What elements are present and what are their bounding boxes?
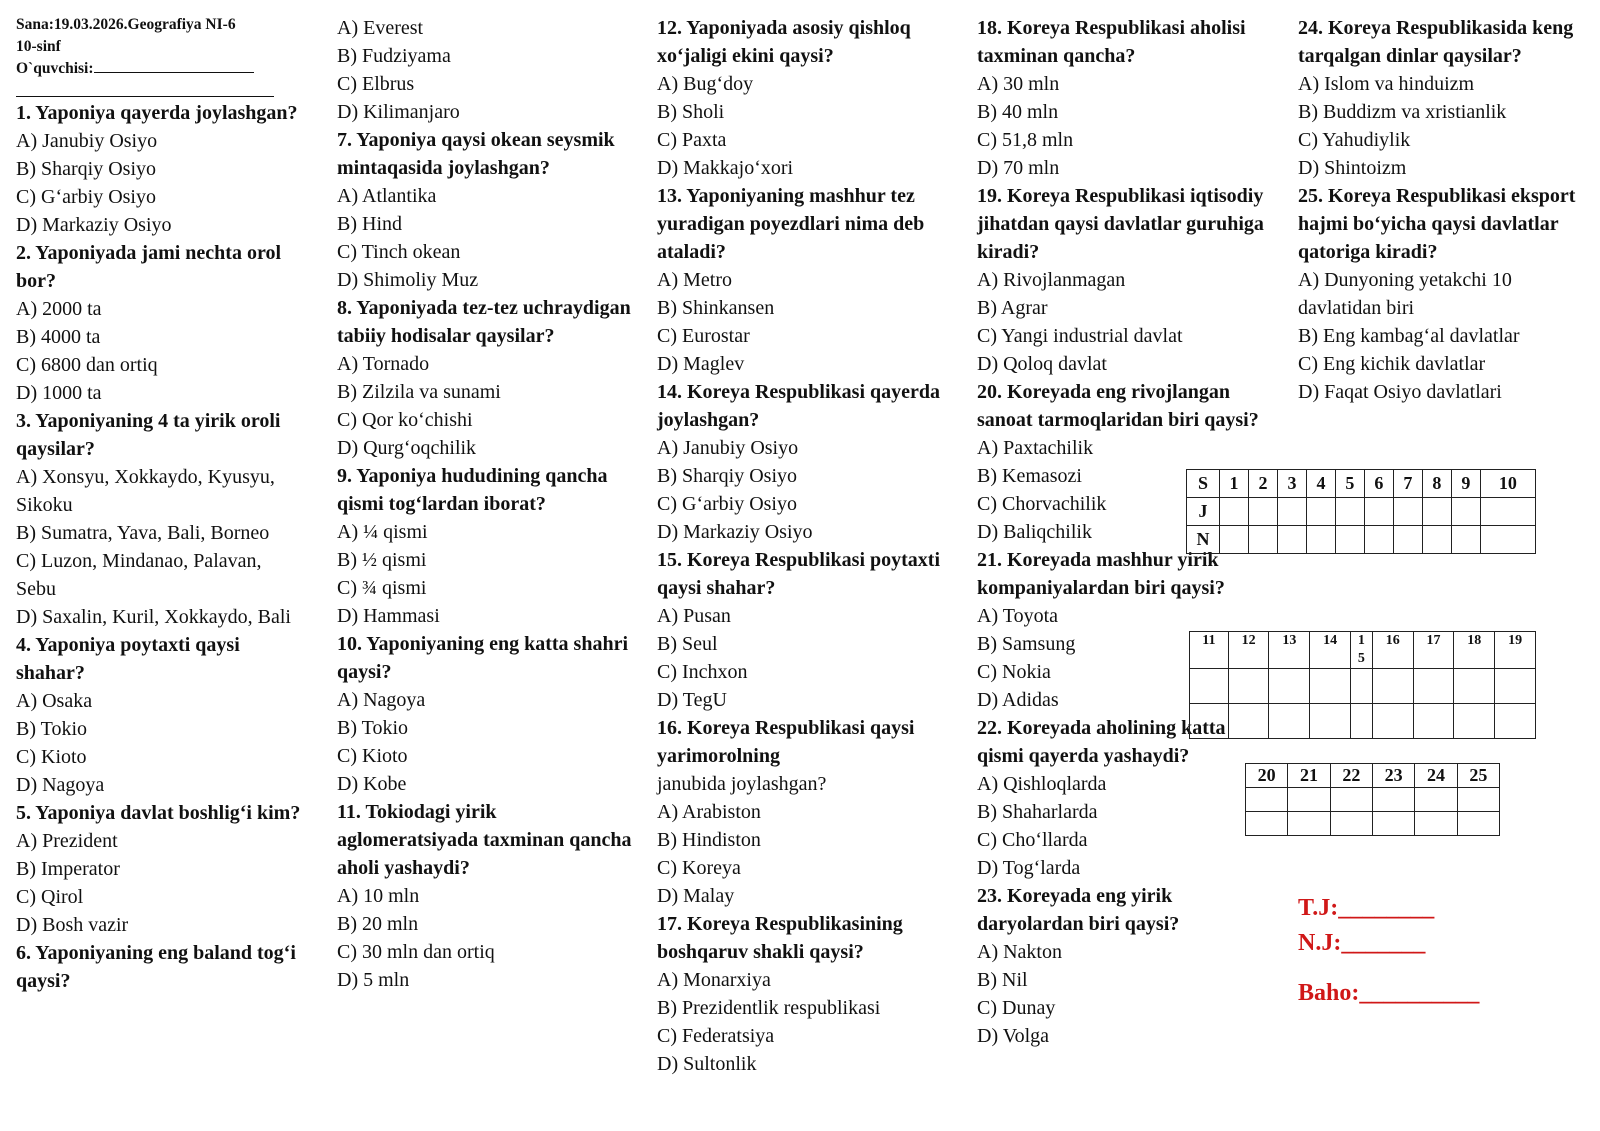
answer-cell[interactable] (1451, 498, 1480, 526)
answer-cell[interactable] (1372, 812, 1414, 836)
answer-option[interactable]: B) Sumatra, Yava, Bali, Borneo (16, 522, 270, 544)
question-text: 19. Koreya Respublikasi iqtisodiy jihatdan qaysi davlatlar guruhiga kiradi? (977, 185, 1264, 263)
answer-cell[interactable] (1451, 526, 1480, 554)
answer-option[interactable]: B) 20 mln (337, 913, 419, 935)
answer-option[interactable]: A) Dunyoning yetakchi 10 davlatidan biri (1298, 269, 1512, 319)
answer-table-2 (1189, 631, 1536, 739)
answer-option[interactable]: D) 70 mln (977, 157, 1060, 179)
column-number: 18 (1454, 632, 1495, 669)
question-text: 23. Koreyada eng yirik daryolardan biri qaysi? (977, 885, 1180, 935)
answer-option[interactable]: B) Prezidentlik respublikasi (657, 997, 881, 1019)
answer-option[interactable]: D) 1000 ta (16, 382, 102, 404)
answer-cell[interactable] (1269, 704, 1310, 739)
column-number: 14 (1310, 632, 1351, 669)
answer-option[interactable]: C) Yangi industrial davlat (977, 325, 1183, 347)
answer-cell[interactable] (1228, 704, 1269, 739)
answer-cell[interactable] (1310, 669, 1351, 704)
answer-cell[interactable] (1228, 669, 1269, 704)
student-label: O`quvchisi: (16, 60, 94, 77)
answer-option[interactable]: A) Monarxiya (657, 969, 771, 991)
answer-option[interactable]: A) Prezident (16, 830, 118, 852)
answer-option[interactable]: D) Sultonlik (657, 1053, 757, 1075)
question-text: 4. Yaponiya poytaxti qaysi shahar? (16, 634, 240, 684)
question-text: 21. Koreyada mashhur yirik kompaniyalardan biri qaysi? (977, 549, 1225, 599)
column-number: 4 (1306, 470, 1335, 498)
answer-option[interactable]: A) Islom va hinduizm (1298, 73, 1475, 95)
answer-option[interactable]: C) Qor ko‘chishi (337, 409, 473, 431)
answer-option[interactable]: B) Sharqiy Osiyo (657, 465, 797, 487)
answer-option[interactable]: D) Faqat Osiyo davlatlari (1298, 381, 1502, 403)
answer-cell[interactable] (1415, 812, 1457, 836)
question-text: 10. Yaponiyaning eng katta shahri qaysi? (337, 633, 628, 683)
answer-option[interactable]: C) Cho‘llarda (977, 829, 1088, 851)
column-number: 13 (1269, 632, 1310, 669)
column-number: 1 5 (1351, 632, 1373, 669)
student-name-field[interactable] (16, 58, 306, 80)
answer-option[interactable]: D) TegU (657, 689, 727, 711)
answer-cell[interactable] (1372, 788, 1414, 812)
answer-cell[interactable] (1288, 812, 1330, 836)
answer-cell[interactable] (1351, 669, 1373, 704)
question-text: 1. Yaponiya qayerda joylashgan? (16, 102, 298, 124)
question-text: 25. Koreya Respublikasi eksport hajmi bo‘yicha qaysi davlatlar qatoriga kiradi? (1298, 185, 1576, 263)
answer-cell[interactable] (1422, 498, 1451, 526)
answer-cell[interactable] (1190, 704, 1229, 739)
answer-cell[interactable] (1372, 704, 1413, 739)
answer-option[interactable]: A) Nagoya (337, 689, 426, 711)
answer-option[interactable]: A) Qishloqlarda (977, 773, 1107, 795)
question-text: 22. Koreyada aholining katta qismi qayerda yashaydi? (977, 717, 1226, 767)
answer-cell[interactable] (1480, 526, 1535, 554)
question-text: 8. Yaponiyada tez-tez uchraydigan tabiiy hodisalar qaysilar? (337, 297, 631, 347)
answer-option[interactable]: D) Tog‘larda (977, 857, 1081, 879)
answer-option[interactable]: D) Shintoizm (1298, 157, 1407, 179)
answer-cell[interactable] (1330, 812, 1372, 836)
row-label: S (1187, 470, 1220, 498)
answer-option[interactable]: D) Shimoliy Muz (337, 269, 479, 291)
column-number: 22 (1330, 764, 1372, 788)
column-number: 10 (1480, 470, 1535, 498)
answer-option[interactable]: D) Volga (977, 1025, 1050, 1047)
column-3 (657, 14, 957, 1078)
question-text: 24. Koreya Respublikasida keng tarqalgan dinlar qaysilar? (1298, 17, 1574, 67)
answer-option[interactable]: C) Inchxon (657, 661, 748, 683)
answer-option[interactable]: A) Bug‘doy (657, 73, 754, 95)
question-text: 14. Koreya Respublikasi qayerda joylashgan? (657, 381, 940, 431)
row-label: J (1187, 498, 1220, 526)
answer-option[interactable]: C) 30 mln dan ortiq (337, 941, 495, 963)
answer-option[interactable]: C) Eng kichik davlatlar (1298, 353, 1486, 375)
question-text: 7. Yaponiya qaysi okean seysmik mintaqasida joylashgan? (337, 129, 615, 179)
answer-cell[interactable] (1220, 526, 1249, 554)
answer-option[interactable]: D) Qurg‘oqchilik (337, 437, 477, 459)
question-list-col1 (16, 99, 306, 995)
answer-option[interactable]: A) Everest (337, 17, 424, 39)
column-number: 17 (1413, 632, 1454, 669)
column-number: 12 (1228, 632, 1269, 669)
answer-option[interactable]: D) Hammasi (337, 605, 440, 627)
answer-option[interactable]: B) Sharqiy Osiyo (16, 158, 156, 180)
baho-field[interactable]: Baho:__________ (1298, 980, 1480, 1006)
answer-option[interactable]: A) ¼ qismi (337, 521, 428, 543)
answer-option[interactable]: D) Adidas (977, 689, 1059, 711)
answer-option[interactable]: A) Rivojlanmagan (977, 269, 1126, 291)
answer-option[interactable]: C) 6800 dan ortiq (16, 354, 158, 376)
column-number: 1 (1220, 470, 1249, 498)
answer-option[interactable]: B) Buddizm va xristianlik (1298, 101, 1507, 123)
answer-cell[interactable] (1277, 498, 1306, 526)
answer-option[interactable]: B) Zilzila va sunami (337, 381, 501, 403)
question-text: 11. Tokiodagi yirik aglomeratsiyada taxminan qancha aholi yashaydi? (337, 801, 632, 879)
answer-option[interactable]: C) Chorvachilik (977, 493, 1107, 515)
answer-option[interactable]: D) Qoloq davlat (977, 353, 1107, 375)
answer-option[interactable]: A) Osaka (16, 690, 93, 712)
answer-option[interactable]: A) Pusan (657, 605, 731, 627)
answer-option[interactable]: B) Shinkansen (657, 297, 775, 319)
answer-option[interactable]: C) Eurostar (657, 325, 750, 347)
answer-option[interactable]: B) Sholi (657, 101, 725, 123)
answer-option[interactable]: D) Markaziy Osiyo (16, 214, 172, 236)
answer-option[interactable]: D) Baliqchilik (977, 521, 1092, 543)
answer-cell[interactable] (1330, 788, 1372, 812)
answer-option[interactable]: C) Qirol (16, 886, 84, 908)
question-text: 17. Koreya Respublikasining boshqaruv shakli qaysi? (657, 913, 903, 963)
answer-cell[interactable] (1335, 498, 1364, 526)
answer-option[interactable]: A) Janubiy Osiyo (657, 437, 799, 459)
answer-cell[interactable] (1190, 669, 1229, 704)
answer-option[interactable]: C) Federatsiya (657, 1025, 775, 1047)
question-text: 15. Koreya Respublikasi poytaxti qaysi shahar? (657, 549, 940, 599)
answer-cell[interactable] (1393, 526, 1422, 554)
column-2 (337, 14, 637, 994)
column-number: 23 (1372, 764, 1414, 788)
answer-option[interactable]: B) Tokio (16, 718, 88, 740)
answer-option[interactable]: C) Elbrus (337, 73, 415, 95)
answer-cell[interactable] (1277, 526, 1306, 554)
answer-table-3 (1245, 763, 1500, 836)
answer-option[interactable]: C) Koreya (657, 857, 741, 879)
column-number: 3 (1277, 470, 1306, 498)
answer-option[interactable]: D) 5 mln (337, 969, 410, 991)
answer-option[interactable]: B) Hindiston (657, 829, 761, 851)
answer-option[interactable]: C) Paxta (657, 129, 727, 151)
tj-field[interactable]: T.J:________ (1298, 895, 1435, 921)
answer-option[interactable]: B) Samsung (977, 633, 1076, 655)
column-number: 19 (1495, 632, 1536, 669)
answer-option[interactable]: C) G‘arbiy Osiyo (657, 493, 797, 515)
column-number: 11 (1190, 632, 1229, 669)
answer-option[interactable]: B) ½ qismi (337, 549, 427, 571)
answer-option[interactable]: B) Imperator (16, 858, 120, 880)
nj-field[interactable]: N.J:_______ (1298, 930, 1426, 956)
column-number: 21 (1288, 764, 1330, 788)
column-number: 20 (1246, 764, 1288, 788)
answer-option[interactable]: D) Makkajo‘xori (657, 157, 794, 179)
answer-option[interactable]: C) G‘arbiy Osiyo (16, 186, 156, 208)
question-text: 20. Koreyada eng rivojlangan sanoat tarmoqlaridan biri qaysi? (977, 381, 1259, 431)
answer-option[interactable]: C) Yahudiylik (1298, 129, 1411, 151)
answer-option[interactable]: B) Tokio (337, 717, 409, 739)
class-line: 10-sinf (16, 38, 61, 55)
answer-option[interactable]: D) Kobe (337, 773, 407, 795)
answer-option[interactable]: B) 4000 ta (16, 326, 101, 348)
answer-cell[interactable] (1306, 526, 1335, 554)
answer-cell[interactable] (1269, 669, 1310, 704)
answer-option[interactable]: C) Luzon, Mindanao, Palavan, Sebu (16, 550, 262, 600)
answer-cell[interactable] (1457, 812, 1499, 836)
answer-option[interactable]: D) Bosh vazir (16, 914, 129, 936)
column-number: 9 (1451, 470, 1480, 498)
question-text: 9. Yaponiya hududining qancha qismi tog‘lardan iborat? (337, 465, 608, 515)
answer-option[interactable]: A) Toyota (977, 605, 1058, 627)
answer-cell[interactable] (1495, 669, 1536, 704)
answer-cell[interactable] (1351, 704, 1373, 739)
answer-table-1 (1186, 469, 1536, 554)
answer-cell[interactable] (1454, 704, 1495, 739)
answer-option[interactable]: C) Tinch okean (337, 241, 461, 263)
question-text: 16. Koreya Respublikasi qaysi yarimorolning (657, 717, 915, 767)
column-number: 6 (1364, 470, 1393, 498)
column-number: 5 (1335, 470, 1364, 498)
question-text: 6. Yaponiyaning eng baland tog‘i qaysi? (16, 942, 296, 992)
answer-cell[interactable] (1220, 498, 1249, 526)
answer-option[interactable]: C) Nokia (977, 661, 1051, 683)
column-number: 7 (1393, 470, 1422, 498)
answer-cell[interactable] (1310, 704, 1351, 739)
answer-option[interactable]: B) Hind (337, 213, 402, 235)
question-text: 18. Koreya Respublikasi aholisi taxminan qancha? (977, 17, 1246, 67)
answer-cell[interactable] (1422, 526, 1451, 554)
answer-option[interactable]: A) Paxtachilik (977, 437, 1094, 459)
column-1 (16, 14, 306, 995)
answer-option[interactable]: A) 10 mln (337, 885, 420, 907)
answer-option[interactable]: B) Agrar (977, 297, 1048, 319)
question-text: 13. Yaponiyaning mashhur tez yuradigan poyezdlari nima deb ataladi? (657, 185, 925, 263)
answer-option[interactable]: C) Kioto (337, 745, 408, 767)
answer-option[interactable]: D) Saxalin, Kuril, Xokkaydo, Bali (16, 606, 291, 628)
answer-cell[interactable] (1413, 669, 1454, 704)
answer-cell[interactable] (1415, 788, 1457, 812)
answer-cell[interactable] (1480, 498, 1535, 526)
column-number: 2 (1248, 470, 1277, 498)
answer-cell[interactable] (1495, 704, 1536, 739)
question-text: 5. Yaponiya davlat boshlig‘i kim? (16, 802, 301, 824)
answer-cell[interactable] (1288, 788, 1330, 812)
answer-cell[interactable] (1364, 526, 1393, 554)
answer-cell[interactable] (1364, 498, 1393, 526)
answer-option[interactable]: A) 30 mln (977, 73, 1060, 95)
answer-option[interactable]: A) Janubiy Osiyo (16, 130, 158, 152)
answer-cell[interactable] (1248, 526, 1277, 554)
answer-option[interactable]: C) Kioto (16, 746, 87, 768)
answer-option[interactable]: B) Kemasozi (977, 465, 1082, 487)
question-text: 12. Yaponiyada asosiy qishloq xo‘jaligi ekini qaysi? (657, 17, 911, 67)
answer-cell[interactable] (1454, 669, 1495, 704)
answer-option[interactable]: B) Seul (657, 633, 718, 655)
column-5 (1298, 14, 1598, 406)
answer-option[interactable]: A) Xonsyu, Xokkaydo, Kyusyu, Sikoku (16, 466, 275, 516)
answer-option[interactable]: C) 51,8 mln (977, 129, 1074, 151)
answer-option[interactable]: D) Markaziy Osiyo (657, 521, 813, 543)
answer-cell[interactable] (1246, 812, 1288, 836)
answer-option[interactable]: A) Tornado (337, 353, 430, 375)
question-text-continued: janubida joylashgan? (657, 773, 827, 795)
answer-option[interactable]: A) Metro (657, 269, 732, 291)
column-number: 8 (1422, 470, 1451, 498)
answer-option[interactable]: B) Eng kambag‘al davlatlar (1298, 325, 1520, 347)
answer-cell[interactable] (1248, 498, 1277, 526)
answer-cell[interactable] (1246, 788, 1288, 812)
answer-option[interactable]: D) Kilimanjaro (337, 101, 460, 123)
answer-cell[interactable] (1306, 498, 1335, 526)
column-number: 25 (1457, 764, 1499, 788)
column-number: 24 (1415, 764, 1457, 788)
answer-option[interactable]: A) Nakton (977, 941, 1062, 963)
answer-option[interactable]: A) 2000 ta (16, 298, 102, 320)
answer-option[interactable]: D) Malay (657, 885, 735, 907)
answer-option[interactable]: B) Nil (977, 969, 1028, 991)
answer-cell[interactable] (1372, 669, 1413, 704)
answer-option[interactable]: D) Nagoya (16, 774, 105, 796)
answer-option[interactable]: B) Shaharlarda (977, 801, 1098, 823)
answer-cell[interactable] (1457, 788, 1499, 812)
answer-option[interactable]: A) Arabiston (657, 801, 761, 823)
answer-option[interactable]: A) Atlantika (337, 185, 437, 207)
answer-cell[interactable] (1335, 526, 1364, 554)
row-label: N (1187, 526, 1220, 554)
question-text: 2. Yaponiyada jami nechta orol bor? (16, 242, 282, 292)
name-underline (16, 96, 274, 97)
answer-cell[interactable] (1393, 498, 1422, 526)
date-line: Sana:19.03.2026.Geografiya NI-6 (16, 16, 236, 33)
answer-option[interactable]: C) Dunay (977, 997, 1056, 1019)
answer-option[interactable]: D) Maglev (657, 353, 745, 375)
answer-cell[interactable] (1413, 704, 1454, 739)
answer-option[interactable]: C) ¾ qismi (337, 577, 427, 599)
question-text: 3. Yaponiyaning 4 ta yirik oroli qaysilar? (16, 410, 281, 460)
answer-option[interactable]: B) Fudziyama (337, 45, 451, 67)
answer-option[interactable]: B) 40 mln (977, 101, 1059, 123)
column-number: 16 (1372, 632, 1413, 669)
